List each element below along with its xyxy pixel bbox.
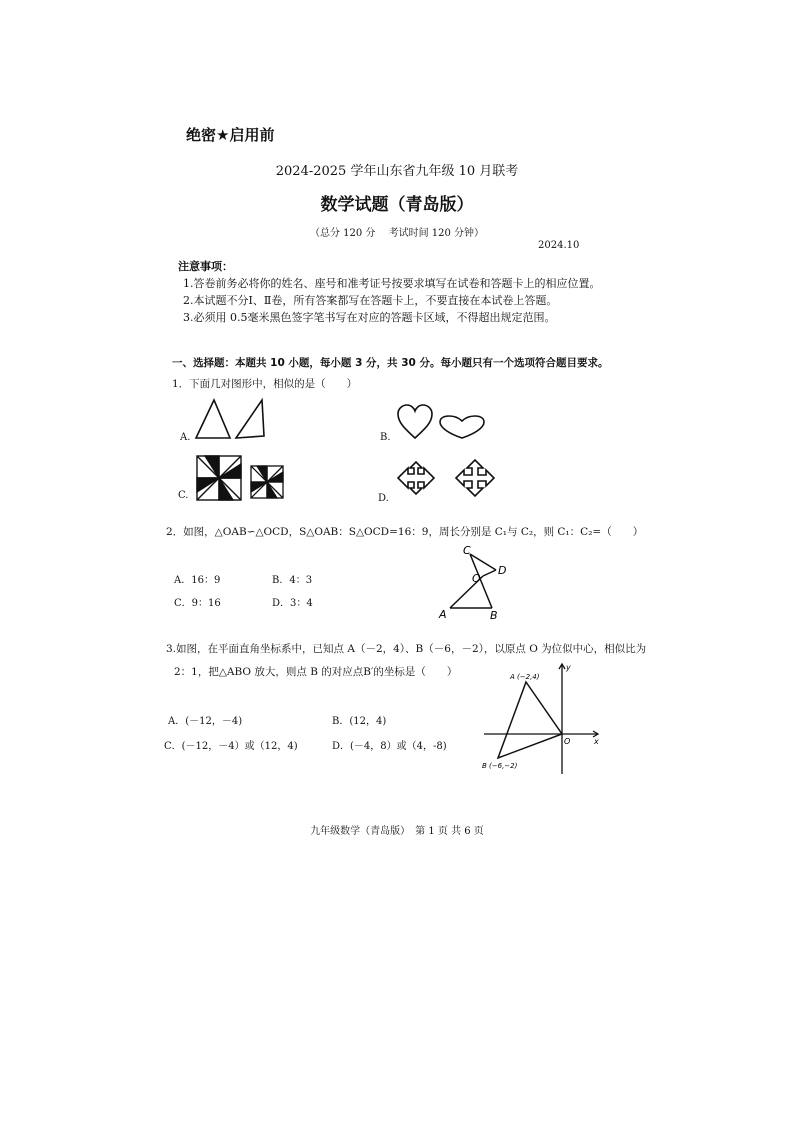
label-d: D	[498, 564, 507, 577]
note-item: 2.本试题不分Ⅰ、Ⅱ卷，所有答案都写在答题卡上，不要直接在本试卷上答题。	[183, 294, 558, 307]
question-1-stem: 1．下面几对图形中，相似的是（ ）	[172, 378, 358, 390]
label-a: A	[439, 608, 447, 621]
y-axis-label: y	[566, 663, 571, 672]
q3-option-d: D．(－4，8）或（4，-8)	[332, 741, 447, 752]
heart-pair-icon	[396, 404, 486, 442]
exam-title: 2024-2025 学年山东省九年级 10 月联考	[275, 164, 519, 179]
q3-option-a: A．(－12，－4)	[168, 716, 243, 727]
q2-option-d: D．3：4	[272, 598, 313, 609]
q2-option-b: B．4：3	[272, 575, 313, 586]
q2-option-c: C．9：16	[174, 598, 221, 609]
confidential-label: 绝密★启用前	[186, 126, 275, 144]
subject-title: 数学试题（青岛版）	[320, 195, 474, 215]
pinwheel-pair-icon	[193, 452, 293, 504]
label-c: C	[463, 544, 471, 557]
question-3-stem-line2: 2：1，把△ABO 放大，则点 B 的对应点B′的坐标是（ ）	[174, 666, 458, 678]
q1-option-a-label: A.	[180, 432, 191, 443]
exam-date: 2024.10	[538, 240, 580, 251]
similar-triangles-figure	[436, 544, 516, 624]
page-footer: 九年级数学（青岛版） 第 1 页 共 6 页	[310, 826, 484, 837]
label-b: B	[490, 609, 498, 622]
section-title: 一、选择题：本题共 10 小题，每小题 3 分，共 30 分。每小题只有一个选项符合题目要求。	[172, 357, 609, 369]
point-b-label: B (−6,−2)	[482, 762, 518, 770]
q3-option-b: B．(12，4)	[332, 716, 387, 727]
q1-option-c-label: C.	[178, 490, 189, 501]
point-a-label: A (−2,4)	[510, 673, 540, 681]
q1-option-d-label: D.	[378, 493, 389, 504]
question-2-stem: 2．如图，△OAB∽△OCD，S△OAB：S△OCD=16：9，周长分别是 C₁与 C₂，则 C₁：C₂=（ ）	[166, 526, 644, 538]
question-3-stem-line1: 3.如图，在平面直角坐标系中，已知点 A（－2，4）、B（－6，－2），以原点 O 为位似中心，相似比为	[166, 643, 647, 655]
q3-option-c: C．(－12，－4）或（12，4)	[164, 741, 298, 752]
triangle-pair-icon	[192, 396, 272, 442]
note-item: 3.必须用 0.5毫米黑色签字笔书写在对应的答题卡区域，不得超出规定范围。	[183, 311, 556, 324]
coordinate-plane-figure	[480, 660, 604, 778]
note-item: 1.答卷前务必将你的姓名、座号和准考证号按要求填写在试卷和答题卡上的相应位置。	[183, 277, 601, 290]
four-arrow-pair-icon	[396, 458, 496, 498]
q1-option-b-label: B.	[380, 432, 391, 443]
origin-label: O	[564, 737, 571, 746]
q2-option-a: A．16：9	[174, 575, 221, 586]
label-o: O	[472, 572, 481, 585]
x-axis-label: x	[594, 737, 599, 746]
score-time-line: （总分 120 分 考试时间 120 分钟）	[309, 228, 485, 239]
notes-title: 注意事项：	[178, 260, 233, 273]
